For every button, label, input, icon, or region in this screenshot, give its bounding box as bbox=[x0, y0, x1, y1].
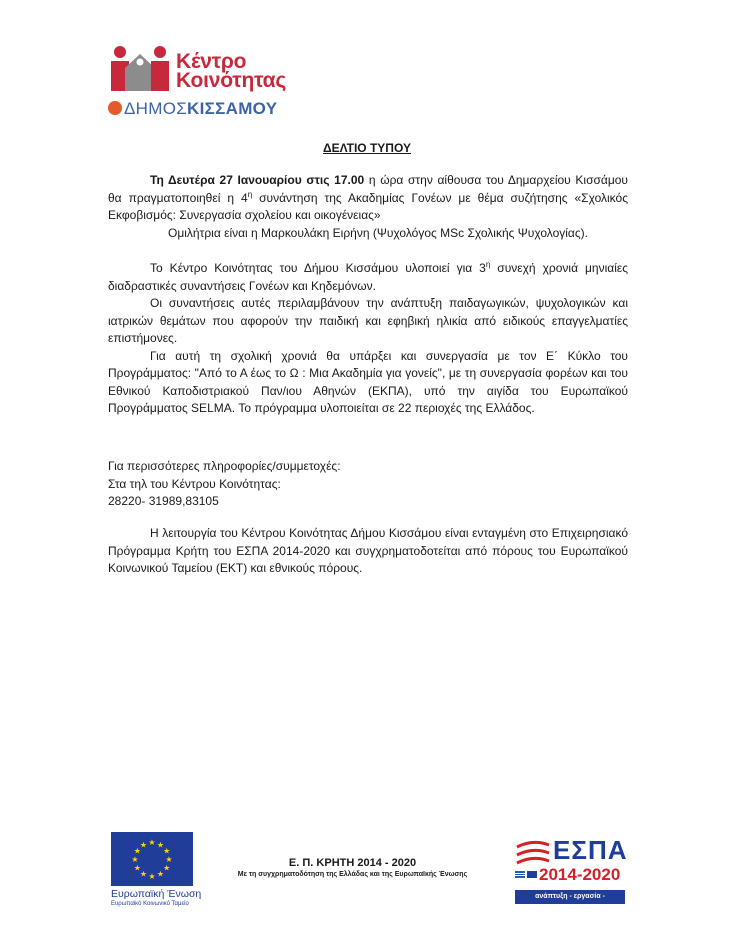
municipality-prefix: ΔΗΜΟΣ bbox=[124, 99, 188, 118]
contact-section bbox=[108, 458, 628, 511]
espa-name: ΕΣΠΑ bbox=[553, 835, 628, 865]
program-footer bbox=[210, 856, 495, 880]
program-section bbox=[108, 260, 628, 418]
eu-star: ★ bbox=[133, 846, 141, 856]
community-center-logo bbox=[108, 44, 308, 124]
family-icon bbox=[108, 44, 172, 98]
eu-star: ★ bbox=[131, 855, 139, 864]
espa-tagline: ανάπτυξη - εργασία - αλληλεγγύη bbox=[515, 890, 625, 904]
municipality-emblem-icon bbox=[108, 101, 122, 115]
eu-star: ★ bbox=[139, 869, 148, 879]
ordinal-suffix-2: η bbox=[485, 260, 491, 269]
eu-star: ★ bbox=[133, 863, 141, 873]
meetings-paragraph: Οι συναντήσεις αυτές περιλαμβάνουν την ανάπτυξη παιδαγωγικών, ψυχολογικών και ιατρικών θεμάτων που αφορούν την παιδική και εφηβική ηλικία από ειδικούς επαγγελματίες επιστήμονες. bbox=[108, 296, 628, 345]
contact-line-2: Στα τηλ του Κέντρου Κοινότητας: bbox=[108, 476, 281, 491]
eu-label: Ευρωπαϊκή Ένωση bbox=[111, 888, 202, 900]
announcement-section bbox=[108, 172, 628, 242]
ordinal-suffix: η bbox=[247, 189, 253, 199]
event-date: Τη Δευτέρα 27 Ιανουαρίου στις 17.00 bbox=[150, 173, 365, 187]
eu-star: ★ bbox=[156, 869, 165, 879]
logo-line-2: Κοινότητας bbox=[176, 69, 287, 92]
collaboration-paragraph: Για αυτή τη σχολική χρονιά θα υπάρξει και συνεργασία με τον Ε΄ Κύκλο του Προγράμματος: "Από το Α έως το Ω : Μια Ακαδημία για γονείς", με τη συνεργασία φορέων και του Εθνικού Καποδιστριακού Παν/ιου Αθηνών (ΕΚΠΑ), υπό την αιγίδα του Ευρωπαϊκού Προγράμματος SELMA. Το πρόγραμμα υλοποιείται σε 22 περιοχές της Ελλάδος. bbox=[108, 348, 628, 415]
municipality-name: ΚΙΣΣΑΜΟΥ bbox=[187, 99, 278, 118]
eu-star: ★ bbox=[165, 855, 173, 864]
eu-stars bbox=[111, 832, 193, 886]
program-text-b: συνεχή χρονιά μηνιαίες διαδραστικές συναντήσεις Γονέων και Κηδεμόνων. bbox=[108, 261, 628, 293]
logo-text bbox=[176, 52, 286, 90]
announcement-text-b: συνάντηση της Ακαδημίας Γονέων με θέμα συζήτησης «Σχολικός Εκφοβισμός: Συνεργασία σχολείου και οικογένειας» bbox=[108, 190, 628, 222]
program-title: Ε. Π. ΚΡΗΤΗ 2014 - 2020 bbox=[288, 857, 417, 869]
eu-star: ★ bbox=[163, 863, 171, 873]
municipality-label bbox=[108, 100, 277, 118]
eu-fund-label: Ευρωπαϊκό Κοινωνικό Ταμείο bbox=[111, 901, 189, 907]
eu-flag-icon bbox=[111, 832, 193, 886]
program-paragraph bbox=[108, 260, 628, 295]
eu-star: ★ bbox=[156, 840, 165, 850]
program-subtitle: Με τη συγχρηματοδότηση της Ελλάδας και της Ευρωπαϊκής Ένωσης bbox=[237, 871, 468, 878]
espa-logo bbox=[515, 835, 628, 914]
funding-section bbox=[108, 525, 628, 578]
program-text-a: Το Κέντρο Κοινότητας του Δήμου Κισσάμου υλοποιεί για 3 bbox=[150, 261, 486, 275]
speaker-line: Ομιλήτρια είναι η Μαρκουλάκη Ειρήνη (Ψυχολόγος MSc Σχολικής Ψυχολογίας). bbox=[168, 225, 588, 240]
flags-icon bbox=[515, 871, 537, 885]
press-release-title: ΔΕΛΤΙΟ ΤΥΠΟΥ bbox=[323, 141, 411, 155]
eu-star: ★ bbox=[148, 838, 156, 847]
eu-caption bbox=[111, 888, 206, 908]
contact-line-1: Για περισσότερες πληροφορίες/συμμετοχές: bbox=[108, 459, 341, 473]
eu-star: ★ bbox=[163, 846, 171, 856]
eu-star: ★ bbox=[139, 840, 148, 850]
eu-star: ★ bbox=[148, 872, 156, 881]
funding-paragraph: Η λειτουργία του Κέντρου Κοινότητας Δήμου Κισσάμου είναι ενταγμένη στο Επιχειρησιακό Πρόγραμμα Κρήτη του ΕΣΠΑ 2014-2020 και συγχρηματοδοτείται από πόρους του Ευρωπαϊκού Κοινωνικού Ταμείου (ΕΚΤ) και εθνικούς πόρους. bbox=[108, 526, 628, 575]
contact-phone: 28220- 31989,83105 bbox=[108, 494, 219, 508]
espa-years: 2014-2020 bbox=[539, 865, 621, 884]
logo-line-1: Κέντρο bbox=[176, 50, 247, 73]
announcement-paragraph bbox=[108, 172, 628, 225]
announcement-text-a: η ώρα στην αίθουσα του Δημαρχείου Κισσάμου θα πραγματοποιηθεί η 4 bbox=[108, 173, 628, 205]
